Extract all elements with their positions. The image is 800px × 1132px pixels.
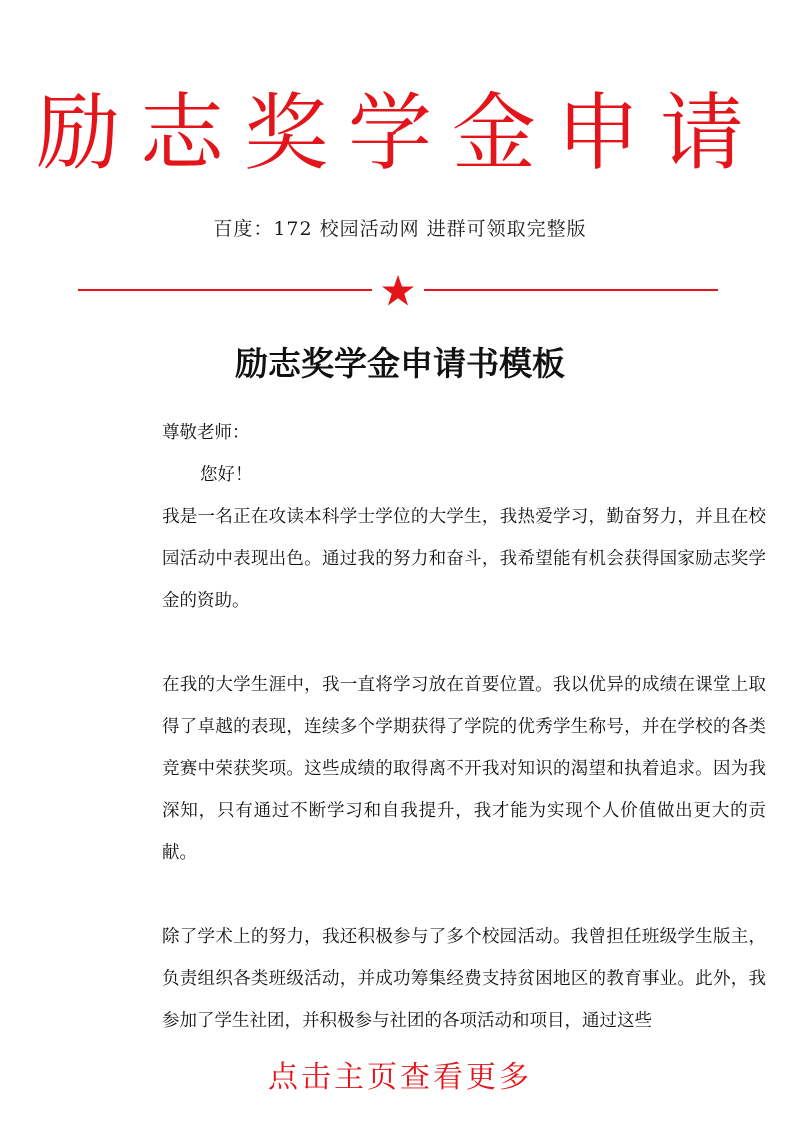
divider-line-left: [78, 289, 372, 291]
view-more-link[interactable]: 点击主页查看更多: [268, 1060, 532, 1095]
body-paragraph: 我是一名正在攻读本科学士学位的大学生，我热爱学习，勤奋努力，并且在校园活动中表现出色。通过我的努力和奋斗，我希望能有机会获得国家励志奖学金的资助。: [162, 507, 766, 611]
source-note: 百度：172 校园活动网 进群可领取完整版: [213, 218, 587, 240]
document-title: 励志奖学金申请书模板: [235, 344, 565, 383]
star-icon: [381, 274, 415, 308]
salutation: 尊敬老师：: [162, 423, 250, 443]
paragraph-spacer: [162, 874, 766, 916]
banner-title: 励志奖学金申请: [35, 84, 764, 182]
paragraph-spacer: [162, 622, 766, 664]
letter-body: [162, 412, 766, 1031]
greeting: 您好！: [200, 465, 253, 485]
divider-line-right: [424, 289, 718, 291]
body-paragraph: 在我的大学生涯中，我一直将学习放在首要位置。我以优异的成绩在课堂上取得了卓越的表现，连续多个学期获得了学院的优秀学生称号，并在学校的各类竞赛中荣获奖项。这些成绩的取得离不开我对知识的渴望和执着追求。因为我深知，只有通过不断学习和自我提升，我才能为实现个人价值做出更大的贡献。: [162, 675, 766, 863]
body-paragraph: 除了学术上的努力，我还积极参与了多个校园活动。我曾担任班级学生版主，负责组织各类班级活动，并成功筹集经费支持贫困地区的教育事业。此外，我参加了学生社团，并积极参与社团的各项活动和项目，通过这些: [162, 927, 766, 1031]
title-divider: [78, 274, 718, 308]
